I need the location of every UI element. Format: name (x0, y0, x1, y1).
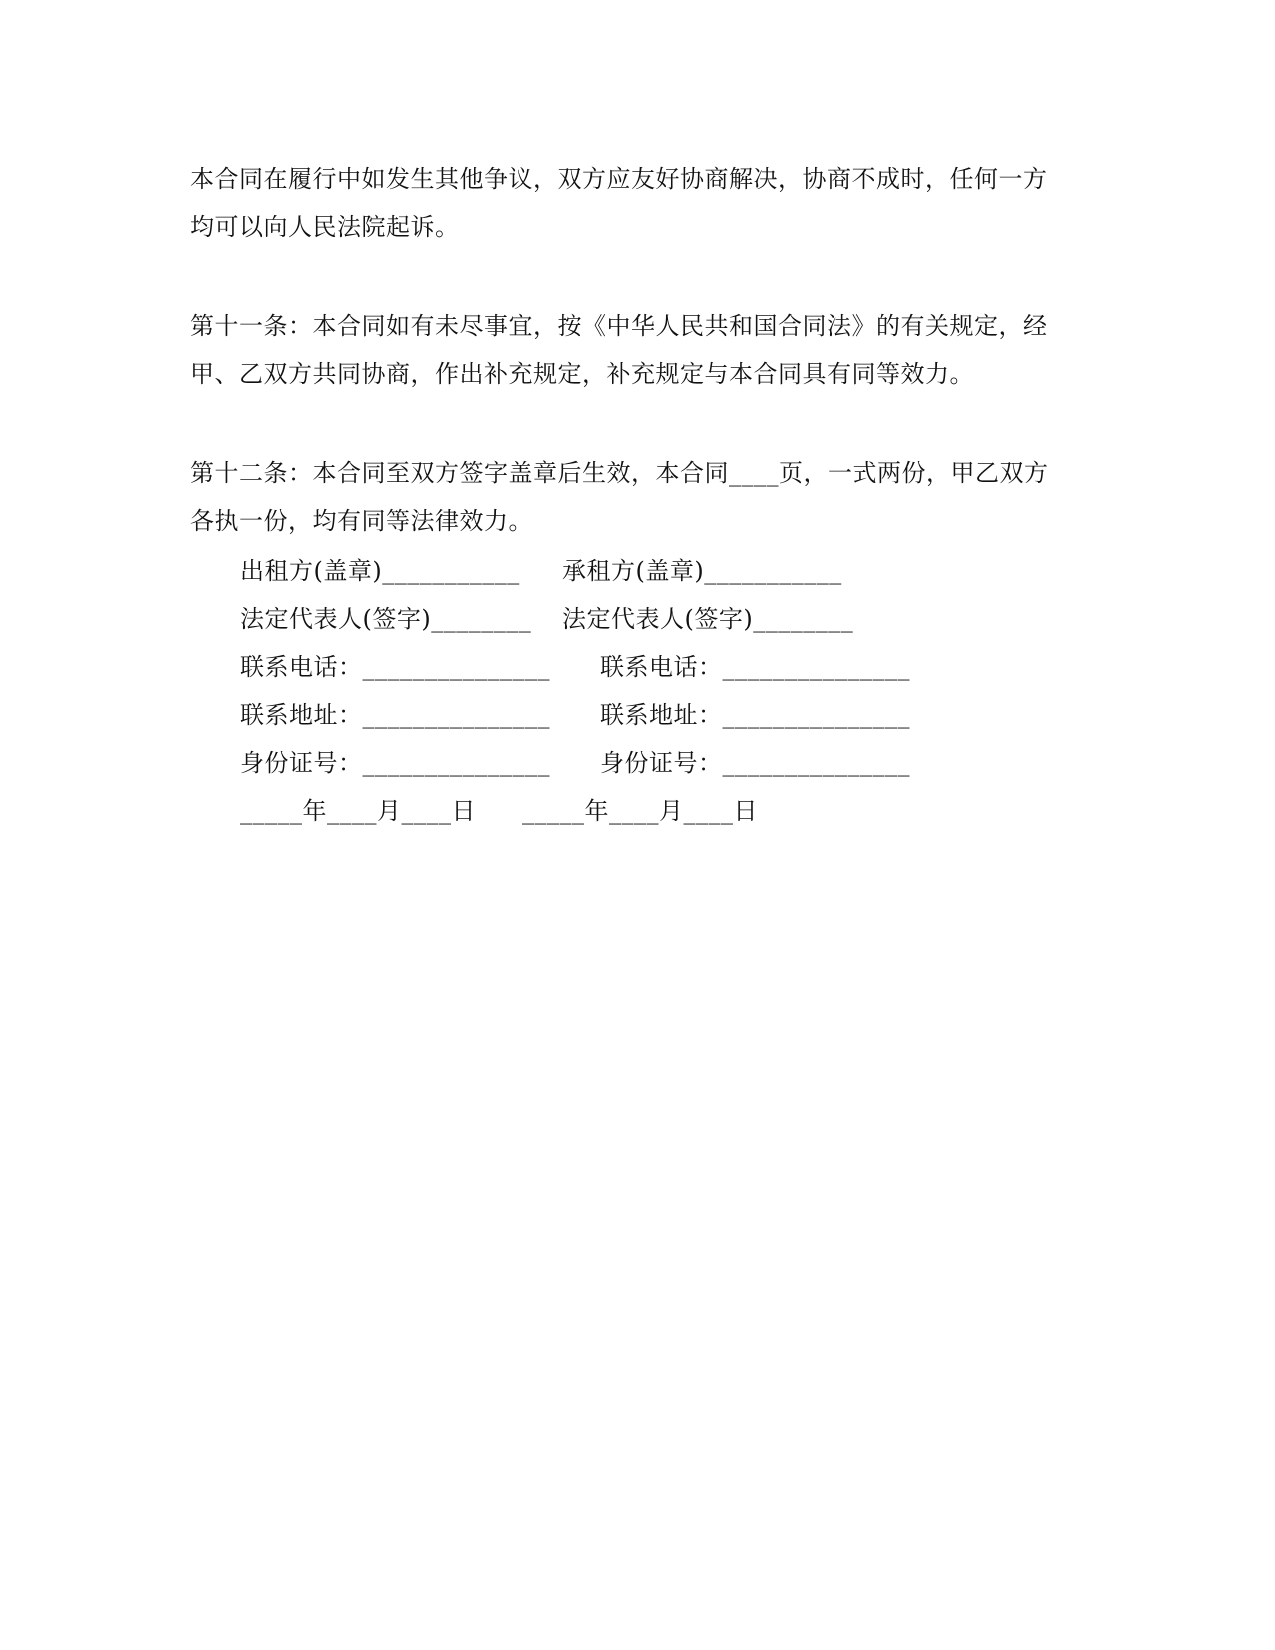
clause-twelve (190, 449, 1070, 545)
clause-line: 本合同在履行中如发生其他争议，双方应友好协商解决，协商不成时，任何一方 (190, 165, 1048, 193)
lessor-date-field: _____年____月____日 (240, 797, 476, 825)
clause-line: 第十一条：本合同如有未尽事宜，按《中华人民共和国合同法》的有关规定，经 (190, 312, 1048, 340)
clause-eleven (190, 302, 1070, 398)
clause-line: 第十二条：本合同至双方签字盖章后生效，本合同____页，一式两份，甲乙双方 (190, 459, 1049, 487)
lessee-representative-field: 法定代表人(签字)________ (562, 605, 854, 633)
lessor-representative-field: 法定代表人(签字)________ (240, 605, 532, 633)
lessor-phone-field: 联系电话：_______________ (240, 653, 550, 681)
lessee-id-field: 身份证号：_______________ (600, 749, 910, 777)
lessee-address-field: 联系地址：_______________ (600, 701, 910, 729)
lessee-phone-field: 联系电话：_______________ (600, 653, 910, 681)
clause-line: 均可以向人民法院起诉。 (190, 213, 460, 241)
lessor-seal-field: 出租方(盖章)___________ (240, 557, 520, 585)
lessee-date-field: _____年____月____日 (522, 797, 758, 825)
dispute-clause (190, 155, 1070, 251)
lessor-address-field: 联系地址：_______________ (240, 701, 550, 729)
lessee-seal-field: 承租方(盖章)___________ (562, 557, 842, 585)
clause-line: 甲、乙双方共同协商，作出补充规定，补充规定与本合同具有同等效力。 (190, 360, 974, 388)
clause-line: 各执一份，均有同等法律效力。 (190, 507, 533, 535)
lessor-id-field: 身份证号：_______________ (240, 749, 550, 777)
